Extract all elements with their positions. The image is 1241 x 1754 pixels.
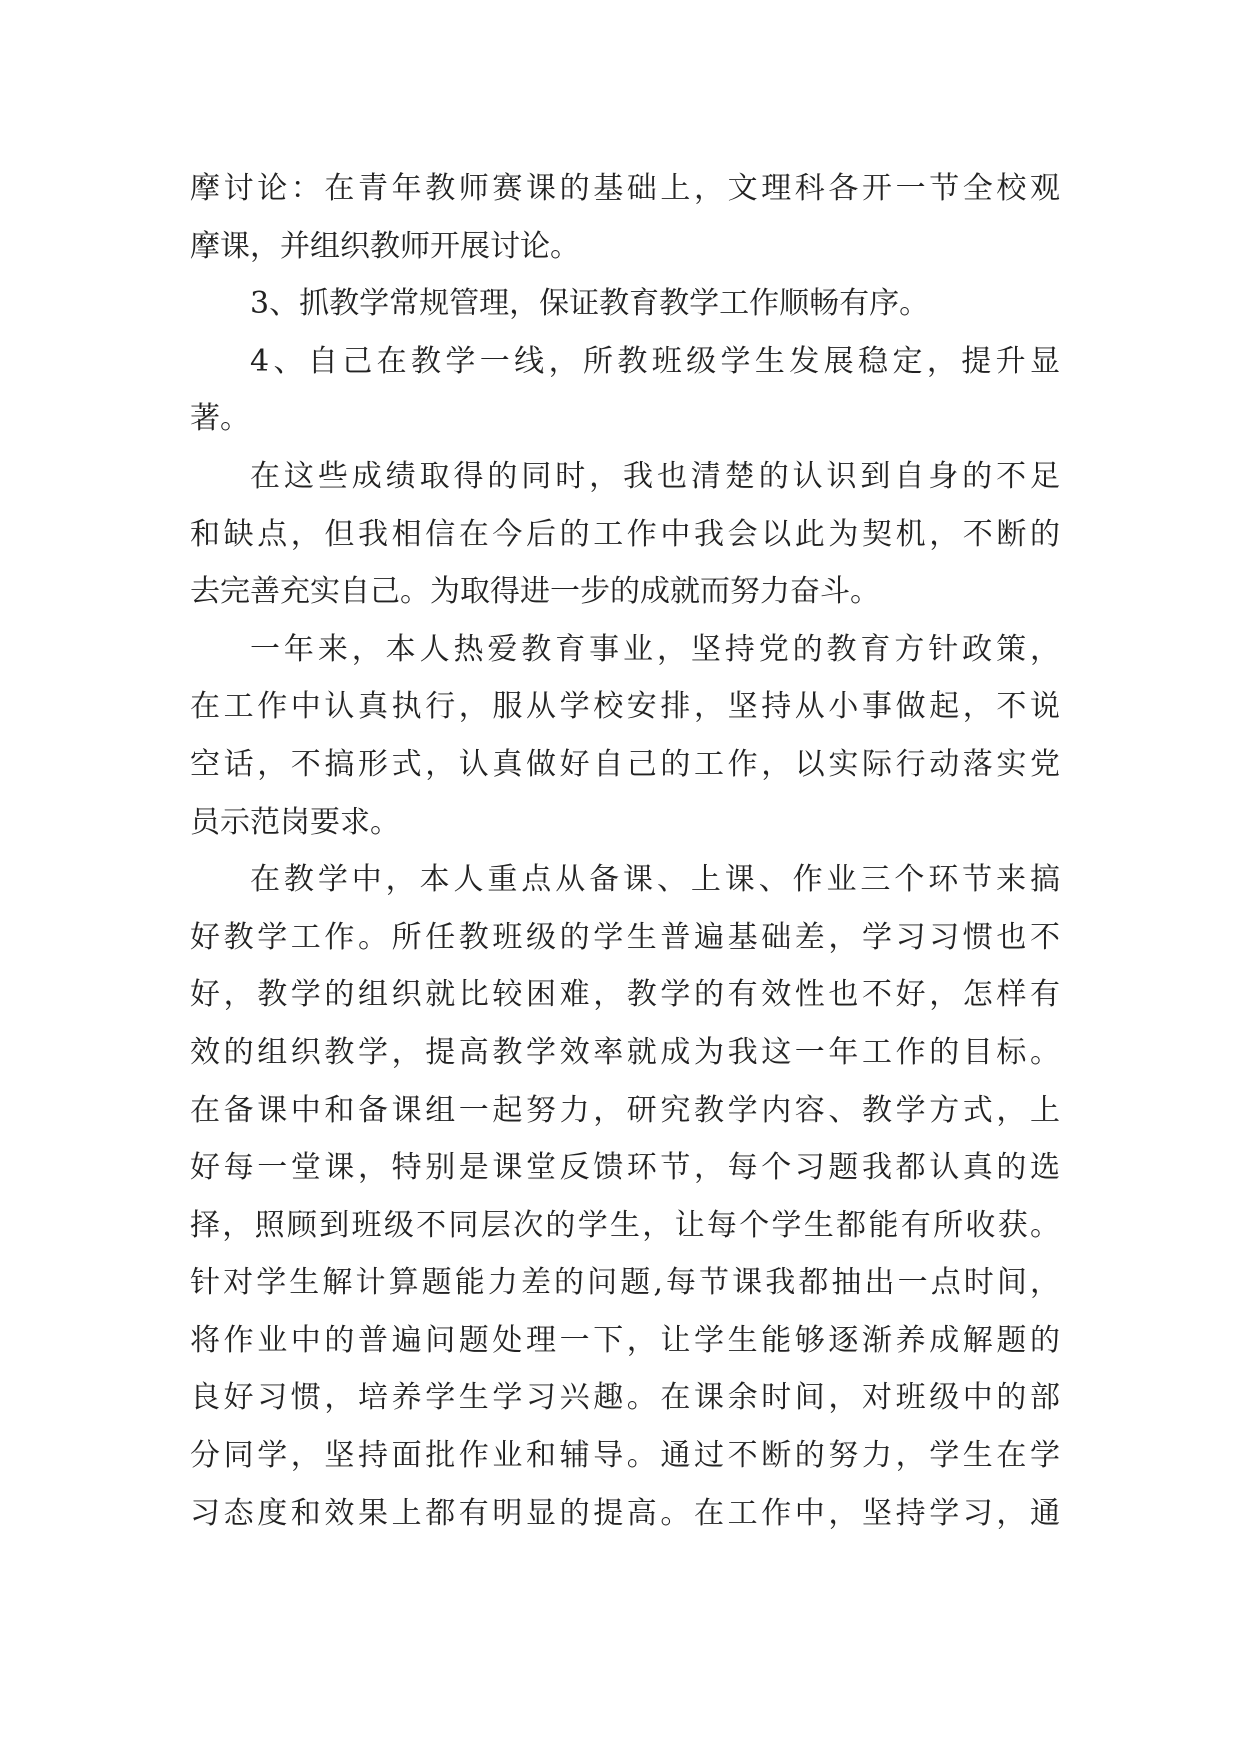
text-line: 择，照顾到班级不同层次的学生，让每个学生都能有所收获。 (190, 1207, 1060, 1243)
text-line: 摩课，并组织教师开展讨论。 (190, 228, 580, 264)
text-line: 著。 (190, 401, 250, 437)
text-line: 和缺点，但我相信在今后的工作中我会以此为契机，不断的 (190, 516, 1060, 552)
text-line: 员示范岗要求。 (190, 804, 400, 840)
text-line: 将作业中的普遍问题处理一下，让学生能够逐渐养成解题的 (190, 1322, 1060, 1358)
text-line: 效的组织教学，提高教学效率就成为我这一年工作的目标。 (190, 1034, 1060, 1070)
text-line: 在备课中和备课组一起努力，研究教学内容、教学方式，上 (190, 1092, 1060, 1128)
text-line: 在工作中认真执行，服从学校安排，坚持从小事做起，不说 (190, 689, 1060, 725)
text-line: 针对学生解计算题能力差的问题,每节课我都抽出一点时间， (190, 1265, 1060, 1301)
text-line: 好，教学的组织就比较困难，教学的有效性也不好，怎样有 (190, 977, 1060, 1013)
text-line: 良好习惯，培养学生学习兴趣。在课余时间，对班级中的部 (190, 1380, 1060, 1416)
text-line: 去完善充实自己。为取得进一步的成就而努力奋斗。 (190, 574, 880, 610)
text-line: 在教学中，本人重点从备课、上课、作业三个环节来搞 (250, 862, 1060, 898)
text-line: 好每一堂课，特别是课堂反馈环节，每个习题我都认真的选 (190, 1150, 1060, 1186)
text-line: 习态度和效果上都有明显的提高。在工作中，坚持学习，通 (190, 1495, 1060, 1531)
text-line: 空话，不搞形式，认真做好自己的工作，以实际行动落实党 (190, 746, 1060, 782)
text-line: 分同学，坚持面批作业和辅导。通过不断的努力，学生在学 (190, 1438, 1060, 1474)
text-line: 在这些成绩取得的同时，我也清楚的认识到自身的不足 (250, 458, 1060, 494)
body-text (190, 160, 1060, 1542)
text-line: 3、抓教学常规管理，保证教育教学工作顺畅有序。 (250, 286, 930, 322)
text-line: 4、自己在教学一线，所教班级学生发展稳定，提升显 (250, 343, 1060, 379)
text-line: 摩讨论：在青年教师赛课的基础上，文理科各开一节全校观 (190, 171, 1060, 206)
text-line: 一年来，本人热爱教育事业，坚持党的教育方针政策， (250, 631, 1060, 667)
text-line: 好教学工作。所任教班级的学生普遍基础差，学习习惯也不 (190, 919, 1060, 955)
